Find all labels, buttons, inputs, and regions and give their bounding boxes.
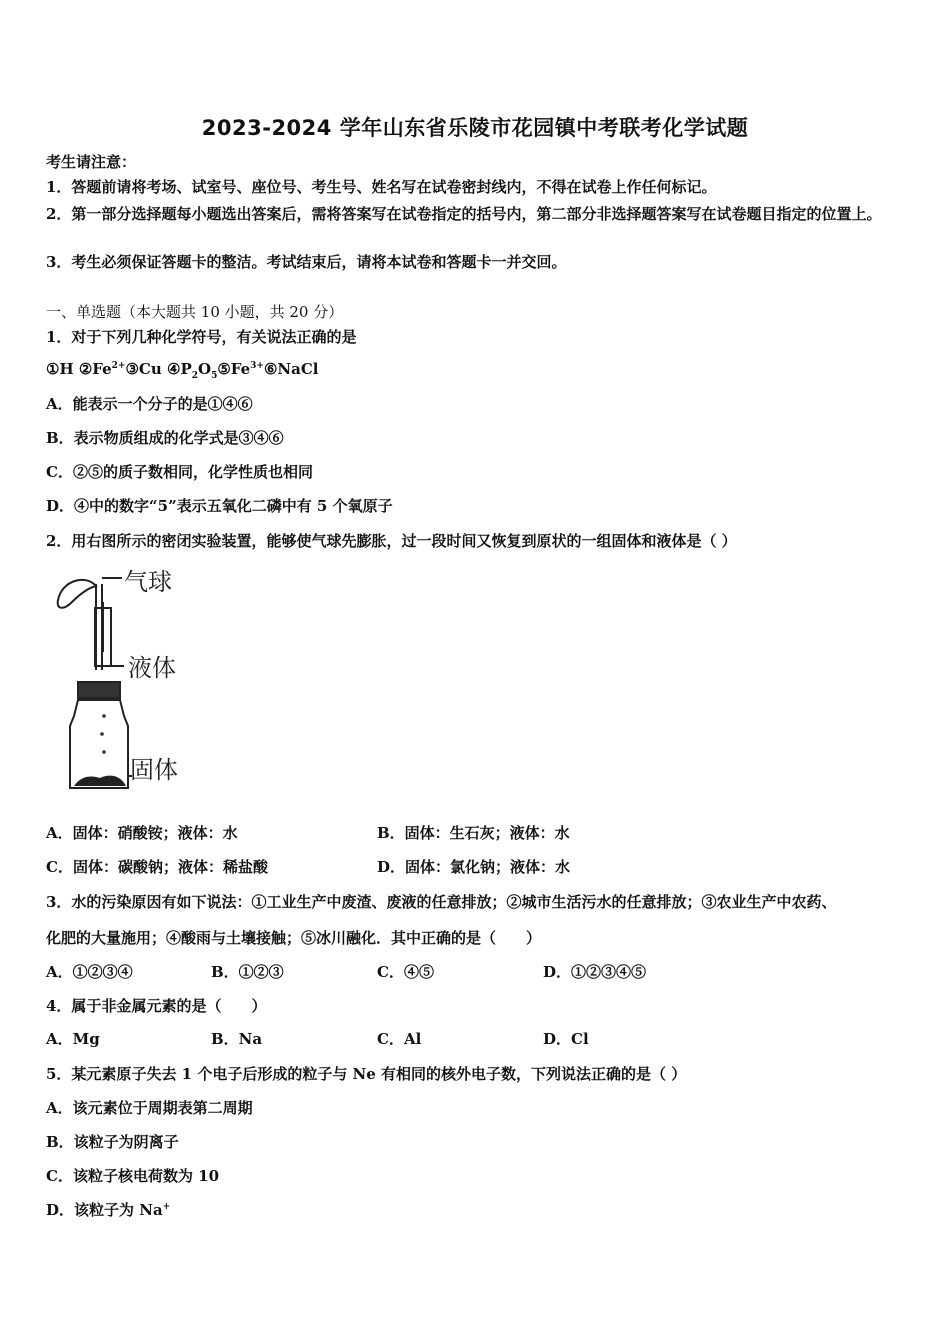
exam-title: 2023-2024 学年山东省乐陵市花园镇中考联考化学试题 xyxy=(201,116,749,140)
q5-option-a: A．该元素位于周期表第二周期 xyxy=(46,1099,253,1117)
q3-stem-line-1: 3．水的污染原因有如下说法：①工业生产中废渣、废液的任意排放；②城市生活污水的任意排放；③农业生产中农药、 xyxy=(46,893,837,911)
drop xyxy=(102,714,106,718)
q1-symbol-text: O xyxy=(198,360,212,378)
q5-option-d-sup: + xyxy=(162,1202,171,1212)
q4-stem: 4．属于非金属元素的是（ ） xyxy=(46,997,267,1015)
q3-stem-line-2: 化肥的大量施用；④酸雨与土壤接触；⑤冰川融化．其中正确的是（ ） xyxy=(46,929,542,947)
q2-option-a: A．固体：硝酸铵；液体：水 xyxy=(46,824,238,842)
q1-symbol-sub: 2 xyxy=(191,371,198,381)
q1-symbol-sup: 3+ xyxy=(250,361,264,371)
q3-option-a: A．①②③④ xyxy=(46,963,133,981)
q5-option-b: B．该粒子为阴离子 xyxy=(46,1133,179,1151)
q1-stem: 1．对于下列几种化学符号，有关说法正确的是 xyxy=(46,328,357,346)
label-liquid: 液体 xyxy=(128,654,176,682)
notice-item-3: 3．考生必须保证答题卡的整洁。考试结束后，请将本试卷和答题卡一并交回。 xyxy=(46,253,567,271)
q1-symbol-text: ①H ②Fe xyxy=(46,360,112,378)
q2-stem: 2．用右图所示的密闭实验装置，能够使气球先膨胀，过一段时间又恢复到原状的一组固体和液体是（ ） xyxy=(46,532,737,550)
label-solid: 固体 xyxy=(130,756,178,784)
q5-option-c: C．该粒子核电荷数为 10 xyxy=(46,1167,220,1185)
q1-option-d: D．④中的数字“5”表示五氧化二磷中有 5 个氧原子 xyxy=(46,497,393,515)
q2-option-d: D．固体：氯化钠；液体：水 xyxy=(377,858,571,876)
notice-item-1: 1．答题前请将考场、试室号、座位号、考生号、姓名写在试卷密封线内，不得在试卷上作任何标记。 xyxy=(46,178,717,196)
label-balloon: 气球 xyxy=(124,568,172,596)
q1-symbol-text: ⑤Fe xyxy=(217,360,251,378)
apparatus-figure xyxy=(48,566,208,798)
drop xyxy=(100,732,104,736)
q4-option-b: B．Na xyxy=(211,1030,263,1048)
notice-item-2: 2．第一部分选择题每小题选出答案后，需将答案写在试卷指定的括号内，第二部分非选择题答案写在试卷题目指定的位置上。 xyxy=(46,205,882,223)
section-heading: 一、单选题（本大题共 10 小题，共 20 分） xyxy=(46,303,344,321)
q3-option-c: C．④⑤ xyxy=(377,963,434,981)
balloon-shape xyxy=(58,580,96,608)
drop xyxy=(102,750,106,754)
q1-symbol-text: ⑥NaCl xyxy=(263,360,319,378)
q1-option-b: B．表示物质组成的化学式是③④⑥ xyxy=(46,429,284,447)
q5-option-d-text: D．该粒子为 Na xyxy=(46,1201,163,1219)
bottle-body xyxy=(70,700,128,788)
q1-symbols xyxy=(46,359,319,379)
q1-symbol-sup: 2+ xyxy=(111,361,126,371)
q4-option-a: A．Mg xyxy=(46,1030,100,1048)
q1-option-a: A．能表示一个分子的是①④⑥ xyxy=(46,395,253,413)
q4-option-c: C．Al xyxy=(377,1030,422,1048)
q1-option-c: C．②⑤的质子数相同，化学性质也相同 xyxy=(46,463,313,481)
q2-option-b: B．固体：生石灰；液体：水 xyxy=(377,824,570,842)
q3-option-d: D．①②③④⑤ xyxy=(543,963,647,981)
q4-option-d: D．Cl xyxy=(543,1030,589,1048)
q3-option-b: B．①②③ xyxy=(211,963,284,981)
q1-symbol-sub: 5 xyxy=(211,371,218,381)
q2-option-c: C．固体：碳酸钠；液体：稀盐酸 xyxy=(46,858,268,876)
solid-pile xyxy=(74,776,126,786)
bottle-cap xyxy=(78,682,120,698)
q5-stem: 5．某元素原子失去 1 个电子后形成的粒子与 Ne 有相同的核外电子数，下列说法正确的是（ ） xyxy=(46,1065,687,1083)
notice-heading: 考生请注意： xyxy=(46,153,137,171)
q5-option-d xyxy=(46,1200,170,1220)
q1-symbol-text: ③Cu ④P xyxy=(125,360,192,378)
